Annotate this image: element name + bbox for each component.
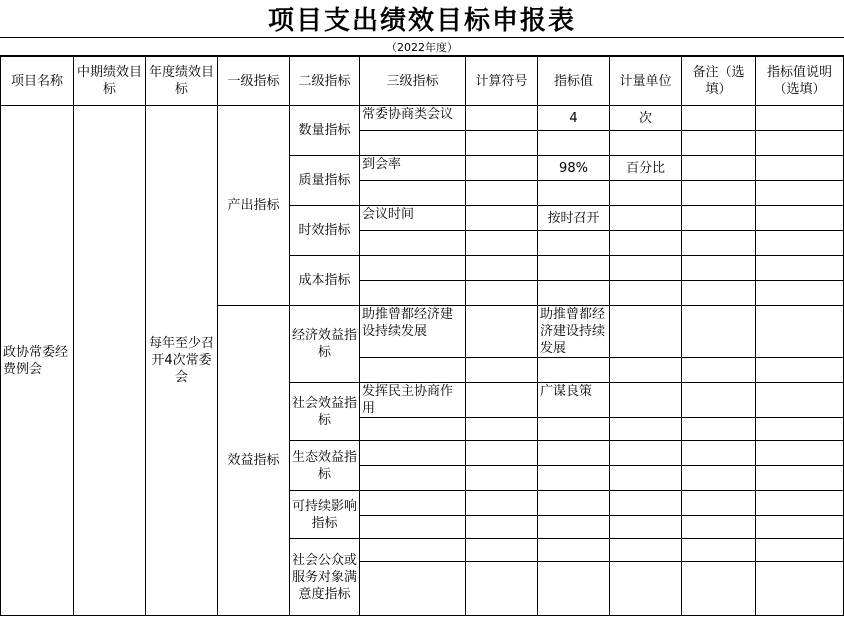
level3-cell — [360, 562, 466, 616]
header-value-desc: 指标值说明（选填） — [756, 57, 844, 106]
symbol-cell — [466, 562, 538, 616]
level1-output: 产出指标 — [218, 106, 290, 306]
symbol-cell — [466, 466, 538, 491]
level2-quality: 质量指标 — [290, 156, 360, 206]
unit-cell — [610, 539, 682, 562]
value-cell — [538, 516, 610, 539]
value-desc-cell — [756, 156, 844, 181]
unit-cell — [610, 418, 682, 441]
unit-cell: 百分比 — [610, 156, 682, 181]
remark-cell — [682, 516, 756, 539]
header-level2: 二级指标 — [290, 57, 360, 106]
value-desc-cell — [756, 306, 844, 358]
value-cell: 助推曾都经济建设持续发展 — [538, 306, 610, 358]
remark-cell — [682, 181, 756, 206]
header-row — [1, 57, 844, 106]
remark-cell — [682, 358, 756, 383]
value-cell — [538, 441, 610, 466]
value-cell: 按时召开 — [538, 206, 610, 231]
level2-ecological: 生态效益指标 — [290, 441, 360, 491]
value-cell: 98% — [538, 156, 610, 181]
header-indicator-value: 指标值 — [538, 57, 610, 106]
symbol-cell — [466, 181, 538, 206]
level3-cell — [360, 466, 466, 491]
value-desc-cell — [756, 106, 844, 131]
value-desc-cell — [756, 418, 844, 441]
header-calc-symbol: 计算符号 — [466, 57, 538, 106]
value-cell — [538, 131, 610, 156]
unit-cell — [610, 491, 682, 516]
symbol-cell — [466, 156, 538, 181]
unit-cell: 次 — [610, 106, 682, 131]
level2-timeliness: 时效指标 — [290, 206, 360, 256]
level3-cell — [360, 539, 466, 562]
unit-cell — [610, 516, 682, 539]
remark-cell — [682, 539, 756, 562]
value-cell — [538, 562, 610, 616]
value-desc-cell — [756, 358, 844, 383]
annual-goal-cell: 每年至少召开4次常委会 — [146, 106, 218, 616]
value-desc-cell — [756, 539, 844, 562]
remark-cell — [682, 418, 756, 441]
symbol-cell — [466, 491, 538, 516]
level3-cell: 助推曾都经济建设持续发展 — [360, 306, 466, 358]
level2-sustainable: 可持续影响指标 — [290, 491, 360, 539]
level3-cell — [360, 358, 466, 383]
value-cell — [538, 181, 610, 206]
sheet-year: （2022年度） — [0, 38, 844, 56]
sheet-title: 项目支出绩效目标申报表 — [0, 0, 844, 38]
level2-social: 社会效益指标 — [290, 383, 360, 441]
value-cell — [538, 281, 610, 306]
value-desc-cell — [756, 256, 844, 281]
symbol-cell — [466, 256, 538, 281]
unit-cell — [610, 358, 682, 383]
level3-cell: 常委协商类会议 — [360, 106, 466, 131]
level3-cell — [360, 131, 466, 156]
level3-cell — [360, 281, 466, 306]
remark-cell — [682, 562, 756, 616]
value-cell: 4 — [538, 106, 610, 131]
remark-cell — [682, 231, 756, 256]
level2-economic: 经济效益指标 — [290, 306, 360, 383]
value-cell — [538, 539, 610, 562]
value-desc-cell — [756, 231, 844, 256]
value-desc-cell — [756, 383, 844, 418]
remark-cell — [682, 156, 756, 181]
unit-cell — [610, 231, 682, 256]
unit-cell — [610, 562, 682, 616]
header-annual-goal: 年度绩效目标 — [146, 57, 218, 106]
level2-satisfaction: 社会公众或服务对象满意度指标 — [290, 539, 360, 616]
level3-cell — [360, 441, 466, 466]
value-desc-cell — [756, 562, 844, 616]
header-project-name: 项目名称 — [1, 57, 74, 106]
remark-cell — [682, 106, 756, 131]
symbol-cell — [466, 539, 538, 562]
value-desc-cell — [756, 181, 844, 206]
value-desc-cell — [756, 281, 844, 306]
header-unit: 计量单位 — [610, 57, 682, 106]
unit-cell — [610, 131, 682, 156]
indicator-table — [0, 56, 844, 616]
value-cell — [538, 466, 610, 491]
value-cell — [538, 491, 610, 516]
level1-benefit: 效益指标 — [218, 306, 290, 616]
remark-cell — [682, 466, 756, 491]
symbol-cell — [466, 206, 538, 231]
unit-cell — [610, 281, 682, 306]
symbol-cell — [466, 231, 538, 256]
value-cell — [538, 256, 610, 281]
symbol-cell — [466, 281, 538, 306]
symbol-cell — [466, 131, 538, 156]
symbol-cell — [466, 383, 538, 418]
symbol-cell — [466, 516, 538, 539]
level3-cell — [360, 516, 466, 539]
value-cell — [538, 418, 610, 441]
level3-cell — [360, 231, 466, 256]
value-desc-cell — [756, 131, 844, 156]
level3-cell: 发挥民主协商作用 — [360, 383, 466, 418]
symbol-cell — [466, 441, 538, 466]
unit-cell — [610, 466, 682, 491]
unit-cell — [610, 206, 682, 231]
header-mid-goal: 中期绩效目标 — [74, 57, 146, 106]
level3-cell — [360, 256, 466, 281]
value-cell — [538, 358, 610, 383]
remark-cell — [682, 206, 756, 231]
unit-cell — [610, 383, 682, 418]
mid-goal-cell — [74, 106, 146, 616]
level2-quantity: 数量指标 — [290, 106, 360, 156]
level3-cell: 会议时间 — [360, 206, 466, 231]
value-desc-cell — [756, 206, 844, 231]
symbol-cell — [466, 418, 538, 441]
table-row — [1, 106, 844, 131]
remark-cell — [682, 131, 756, 156]
level3-cell — [360, 491, 466, 516]
remark-cell — [682, 441, 756, 466]
value-desc-cell — [756, 466, 844, 491]
header-level1: 一级指标 — [218, 57, 290, 106]
level2-cost: 成本指标 — [290, 256, 360, 306]
level3-cell — [360, 181, 466, 206]
value-cell: 广谋良策 — [538, 383, 610, 418]
remark-cell — [682, 281, 756, 306]
remark-cell — [682, 256, 756, 281]
value-desc-cell — [756, 441, 844, 466]
symbol-cell — [466, 358, 538, 383]
symbol-cell — [466, 106, 538, 131]
value-cell — [538, 231, 610, 256]
header-remark: 备注（选填） — [682, 57, 756, 106]
remark-cell — [682, 306, 756, 358]
remark-cell — [682, 383, 756, 418]
header-level3: 三级指标 — [360, 57, 466, 106]
unit-cell — [610, 441, 682, 466]
value-desc-cell — [756, 516, 844, 539]
level3-cell: 到会率 — [360, 156, 466, 181]
remark-cell — [682, 491, 756, 516]
unit-cell — [610, 256, 682, 281]
level3-cell — [360, 418, 466, 441]
symbol-cell — [466, 306, 538, 358]
unit-cell — [610, 181, 682, 206]
value-desc-cell — [756, 491, 844, 516]
unit-cell — [610, 306, 682, 358]
project-name-cell: 政协常委经费例会 — [1, 106, 74, 616]
